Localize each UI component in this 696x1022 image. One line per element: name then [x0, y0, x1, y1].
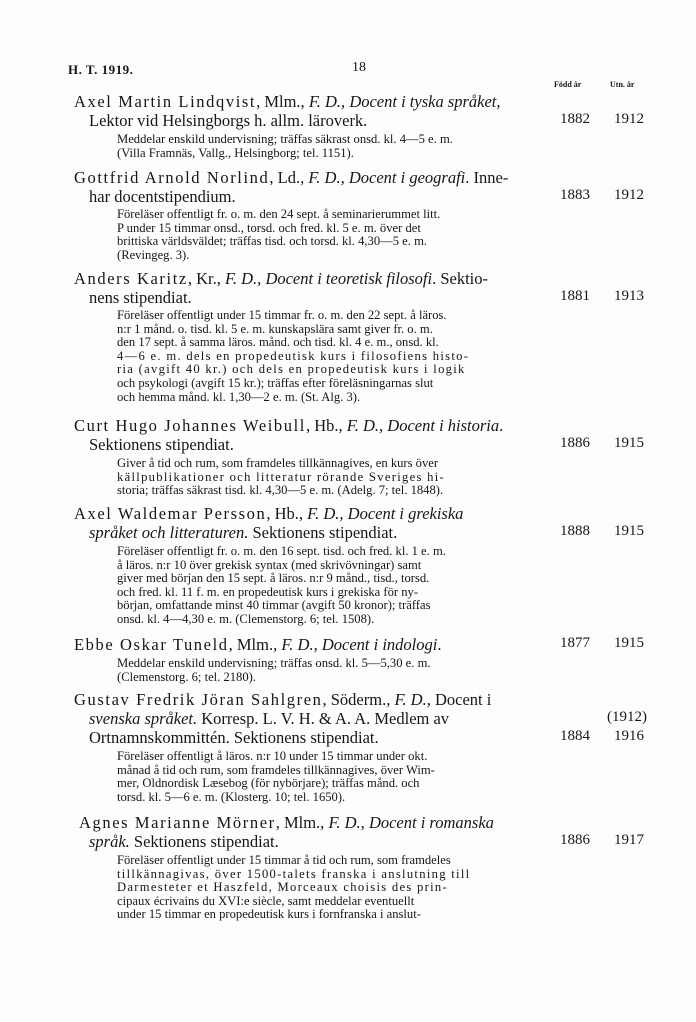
- heading-line: har docentstipendium.: [89, 187, 236, 206]
- description-line: Giver å tid och rum, som framdeles tillkännagives, en kurs över: [117, 456, 439, 470]
- entry-description: [117, 457, 557, 498]
- description-line: Föreläser offentligt under 15 timmar fr. o. m. den 22 sept. å läros.: [117, 308, 447, 322]
- entry-description: [117, 545, 557, 627]
- description-line: torsd. kl. 5—6 e. m. (Klosterg. 10; tel. 1650).: [117, 789, 346, 804]
- heading-line: Agnes Marianne Mörner, Mlm., F. D., Docent i romanska: [79, 813, 494, 832]
- heading-line: språket och litteraturen. Sektionens stipendiat.: [89, 523, 398, 542]
- appointment-year: 1915: [614, 635, 644, 651]
- description-line: (Revingeg. 3).: [117, 247, 190, 262]
- description-line: P under 15 timmar onsd., torsd. och fred. kl. 5 e. m. över det: [117, 220, 421, 235]
- heading-line: Anders Karitz, Kr., F. D., Docent i teoretisk filosofi. Sektio-: [74, 269, 489, 288]
- description-line: månad å tid och rum, som framdeles tillkännagives, över Wim-: [117, 762, 435, 777]
- description-line: 4—6 e. m. dels en propedeutisk kurs i filosofiens histo-: [117, 348, 470, 363]
- heading-line: Gustav Fredrik Jöran Sahlgren, Söderm., F. D., Docent i: [74, 690, 492, 709]
- description-line: Meddelar enskild undervisning; träffas onsd. kl. 5—5,30 e. m.: [117, 656, 431, 670]
- column-header-appointed: Utn. år: [610, 80, 635, 89]
- description-line: under 15 timmar en propedeutisk kurs i fornfranska i anslut-: [117, 907, 421, 922]
- description-line: Föreläser offentligt å läros. n:r 10 under 15 timmar under okt.: [117, 749, 428, 763]
- heading-line: Sektionens stipendiat.: [89, 435, 234, 454]
- birth-year: 1886: [560, 435, 590, 451]
- appointment-year: 1915: [614, 523, 644, 539]
- birth-year: 1882: [560, 111, 590, 127]
- birth-year: 1888: [560, 523, 590, 539]
- entry-description: [117, 657, 557, 684]
- description-line: (Clemenstorg. 6; tel. 2180).: [117, 669, 256, 684]
- page-number: 18: [352, 60, 366, 75]
- entry-description: [117, 750, 557, 804]
- heading-line: språk. Sektionens stipendiat.: [89, 832, 279, 851]
- entry-description: [117, 854, 557, 922]
- heading-line: nens stipendiat.: [89, 288, 192, 307]
- description-line: mer, Oldnordisk Læsebog (för nybörjare); träffas månd. och: [117, 776, 420, 791]
- description-line: och fred. kl. 11 f. m. en propedeutisk kurs i grekiska för ny-: [117, 584, 419, 599]
- description-line: Meddelar enskild undervisning; träffas säkrast onsd. kl. 4—5 e. m.: [117, 132, 453, 146]
- description-line: giver med början den 15 sept. å läros. n:r 9 månd., tisd., torsd.: [117, 571, 430, 586]
- appointment-year: 1917: [614, 832, 644, 848]
- heading-line: Axel Waldemar Persson, Hb., F. D., Docent i grekiska: [74, 504, 464, 523]
- description-line: början, omfattande minst 40 timmar (avgift 50 kronor); träffas: [117, 598, 431, 613]
- description-line: Föreläser offentligt under 15 timmar å tid och rum, som framdeles: [117, 853, 451, 867]
- appointment-year: 1916: [614, 728, 644, 744]
- description-line: den 17 sept. å samma läros. månd. och tisd. kl. 4 e. m., onsd. kl.: [117, 335, 439, 350]
- entry-description: [117, 133, 557, 160]
- description-line: Darmesteter et Haszfeld, Morceaux choisis des prin-: [117, 880, 449, 895]
- heading-line: Curt Hugo Johannes Weibull, Hb., F. D., Docent i historia.: [74, 416, 504, 435]
- heading-line: Gottfrid Arnold Norlind, Ld., F. D., Docent i geografi. Inne-: [74, 168, 509, 187]
- appointment-year: 1912: [614, 111, 644, 127]
- description-line: brittiska världsväldet; träffas tisd. och torsd. kl. 4,30—5 e. m.: [117, 234, 428, 249]
- description-line: Föreläser offentligt fr. o. m. den 24 sept. å seminarierummet litt.: [117, 207, 441, 221]
- running-header: H. T. 1919.: [68, 62, 134, 77]
- entry-description: [117, 208, 557, 262]
- birth-year: 1881: [560, 288, 590, 304]
- heading-line: Ortnamnskommittén. Sektionens stipendiat.: [89, 728, 379, 747]
- description-line: n:r 1 månd. o. tisd. kl. 5 e. m. kunskapslära samt giver fr. o. m.: [117, 321, 433, 336]
- description-line: ria (avgift 40 kr.) och dels en propedeutisk kurs i logik: [117, 362, 466, 377]
- appointment-year: 1915: [614, 435, 644, 451]
- description-line: Föreläser offentligt fr. o. m. den 16 sept. tisd. och fred. kl. 1 e. m.: [117, 544, 446, 558]
- heading-line: Ebbe Oskar Tuneld, Mlm., F. D., Docent i indologi.: [74, 635, 442, 654]
- appointment-year: 1912: [614, 187, 644, 203]
- description-line: tillkännagivas, över 1500-talets franska i anslutning till: [117, 866, 471, 881]
- appointment-year: 1913: [614, 288, 644, 304]
- birth-year: 1886: [560, 832, 590, 848]
- description-line: storia; träffas säkrast tisd. kl. 4,30—5 e. m. (Adelg. 7; tel. 1848).: [117, 483, 444, 498]
- description-line: och psykologi (avgift 15 kr.); träffas efter föreläsningarnas slut: [117, 375, 434, 390]
- heading-line: Axel Martin Lindqvist, Mlm., F. D., Docent i tyska språket,: [74, 92, 501, 111]
- description-line: (Villa Framnäs, Vallg., Helsingborg; tel. 1151).: [117, 145, 354, 160]
- description-line: källpublikationer och litteratur rörande Sveriges hi-: [117, 469, 446, 484]
- birth-year: 1883: [560, 187, 590, 203]
- appointment-year-earlier: (1912): [607, 709, 647, 725]
- entry-description: [117, 309, 557, 404]
- description-line: och hemma månd. kl. 1,30—2 e. m. (St. Alg. 3).: [117, 389, 361, 404]
- heading-line: svenska språket. Korresp. L. V. H. & A. A. Medlem av: [89, 709, 450, 728]
- heading-line: Lektor vid Helsingborgs h. allm. läroverk.: [89, 111, 368, 130]
- description-line: å läros. n:r 10 över grekisk syntax (med skrivövningar) samt: [117, 557, 422, 572]
- birth-year: 1884: [560, 728, 590, 744]
- description-line: onsd. kl. 4—4,30 e. m. (Clemenstorg. 6; tel. 1508).: [117, 611, 375, 626]
- description-line: cipaux écrivains du XVI:e siècle, samt meddelar eventuellt: [117, 893, 415, 908]
- column-header-born: Född år: [554, 80, 582, 89]
- birth-year: 1877: [560, 635, 590, 651]
